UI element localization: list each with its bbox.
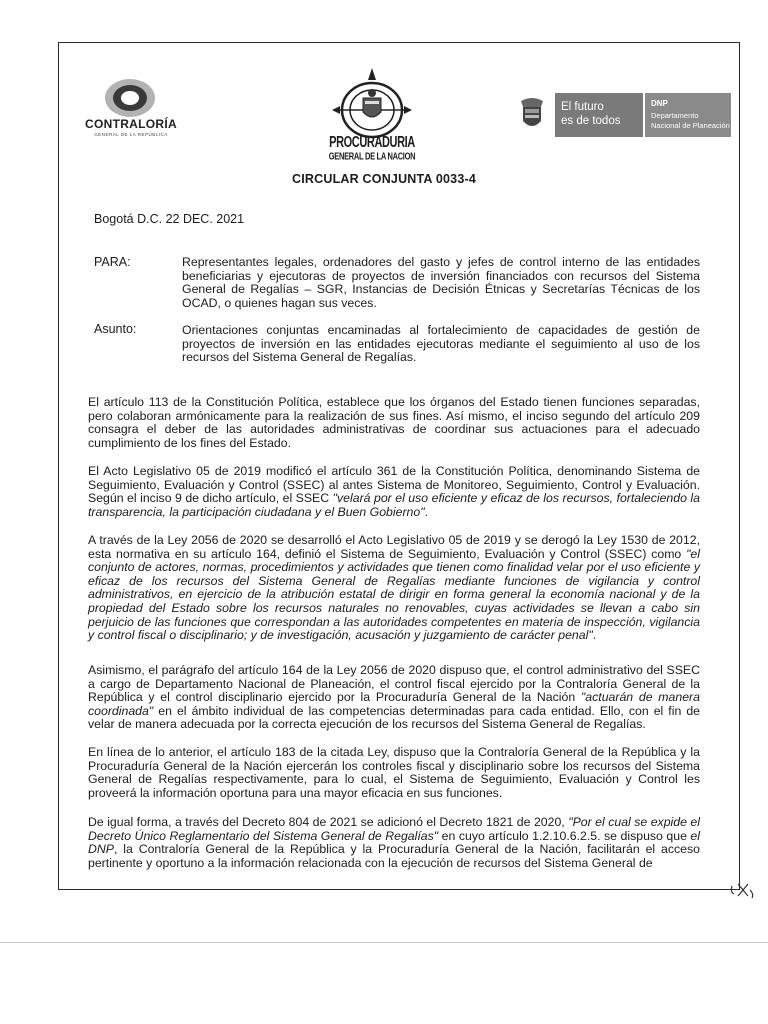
paragraph-2-end: . (424, 504, 429, 519)
dnp-name-line1: Departamento (651, 111, 699, 120)
paragraph-3 (88, 534, 700, 643)
asunto-label: Asunto: (94, 322, 137, 336)
paragraph-2-text: El Acto Legislativo 05 de 2019 modificó el artículo 361 de la Constitución Política, denominando Sistema de Seguimiento, Evaluación y Control (SSEC) al antes Sistema de Monitoreo, Seguimiento, Control y Evaluación. Según el inciso 9 de dicho artículo, el SSEC (88, 464, 700, 506)
dnp-slogan-box (555, 93, 643, 137)
paragraph-6-text: De igual forma, a través del Decreto 804 de 2021 se adicionó el Decreto 1821 de 2020, (88, 815, 569, 829)
procuraduria-subtitle: GENERAL DE LA NACION (328, 150, 416, 163)
paragraph-3-text: A través de la Ley 2056 de 2020 se desarrolló el Acto Legislativo 05 de 2019 y se derogó la Ley 1530 de 2012, esta normativa en su artículo 164, definió el Sistema de Seguimiento, Evaluación y Control (SSEC) como (88, 533, 700, 561)
asunto-text: Orientaciones conjuntas encaminadas al fortalecimiento de capacidades de gestión de proyectos de inversión en las entidades ejecutoras mediante el seguimiento al uso de los recursos del Sistema General de Regalías. (182, 323, 700, 365)
dnp-name-line2: Nacional de Planeación (651, 121, 730, 130)
para-label: PARA: (94, 255, 131, 269)
paragraph-2 (88, 465, 700, 519)
dnp-slogan-line2: es de todos (561, 115, 621, 127)
paragraph-6-mid: en cuyo artículo 1.2.10.6.2.5. se dispuso que (438, 828, 691, 843)
circular-title: CIRCULAR CONJUNTA 0033-4 (292, 172, 476, 186)
paragraph-3-end: . (592, 628, 597, 643)
paragraph-1: El artículo 113 de la Constitución Política, establece que los órganos del Estado tienen funciones separadas, pero colaboran armónicamente para la realización de sus fines. Así mismo, el inciso segundo del artículo 209 consagra el deber de las autoridades administrativas de coordinar sus actuaciones para el adecuado cumplimiento de los fines del Estado. (88, 395, 700, 450)
dnp-acronym: DNP (651, 99, 668, 108)
paragraph-3-quote: "el conjunto de actores, normas, procedimientos y actividades que tienen como finalidad velar por el uso eficiente y eficaz de los recursos del Sistema General de Regalías mediante funciones de vigilancia y control administrativos, en ejercicio de la atribución estatal de dirigir en forma general la economía nacional y de la propiedad del Estado sobre los recursos naturales no renovables, cuyas actividades se llevan a cabo sin perjuicio de las funciones que correspondan a las autoridades competentes en materia de inspección, vigilancia y control fiscal o disciplinario; y de investigación, acusación y juzgamiento de carácter penal" (88, 546, 700, 643)
contraloria-emblem-icon (104, 78, 156, 118)
paragraph-2-quote: "velará por el uso eficiente y eficaz de los recursos, fortaleciendo la transparencia, la participación ciudadana y el Buen Gobierno" (88, 491, 701, 519)
contraloria-subtitle: GENERAL DE LA REPÚBLICA (94, 132, 168, 137)
paragraph-6-quote: "Por el cual se expide el Decreto Único Reglamentario del Sistema General de Regalías" (88, 815, 701, 843)
paragraph-4-end: en el ámbito individual de las competencias determinadas para cada entidad. Ello, con el fin de velar de manera adecuada por la correcta ejecución de los recursos del Sistema General de Regalías. (88, 703, 700, 732)
procuraduria-name: PROCURADURIA (329, 134, 415, 152)
dnp-name-box (645, 93, 731, 137)
paragraph-4-text: Asimismo, el parágrafo del artículo 164 de la Ley 2056 de 2020 dispuso que, el control administrativo del SSEC a cargo de Departamento Nacional de Planeación, el control fiscal ejercido por la Contraloría General de la República y el control disciplinario ejercido por la Procuraduría General de la Nación (88, 663, 700, 705)
scan-edge-line (0, 942, 768, 943)
paragraph-6 (88, 816, 700, 870)
paragraph-4 (88, 664, 700, 732)
contraloria-logo (76, 74, 186, 144)
procuraduria-seal-icon (332, 66, 412, 144)
handwritten-initials-icon (728, 880, 756, 902)
para-recipients: Representantes legales, ordenadores del gasto y jefes de control interno de las entidades beneficiarias y ejecutoras de proyectos de inversión financiados con recursos del Sistema General de Regalías – SGR, Instancias de Decisión Étnicas y Secretarías Técnicas de los OCAD, o quienes hagan sus veces. (182, 255, 700, 310)
contraloria-name: CONTRALORÍA (85, 117, 177, 131)
paragraph-4-quote: "actuarán de manera coordinada" (88, 690, 700, 718)
paragraph-6-dnp: el DNP (88, 828, 700, 857)
document-date: Bogotá D.C. 22 DEC. 2021 (94, 212, 245, 226)
dnp-slogan-line1: El futuro (561, 101, 604, 113)
paragraph-5: En línea de lo anterior, el artículo 183 de la citada Ley, dispuso que la Contraloría General de la República y la Procuraduría General de la Nación ejercerán los controles fiscal y disciplinario sobre los recursos del Sistema General de Regalías respectivamente, para lo cual, el Sistema de Seguimiento, Evaluación y Control les proveerá la información oportuna para una mayor eficacia en sus funciones. (88, 745, 700, 800)
dnp-logo (517, 93, 731, 139)
paragraph-6-end: , la Contraloría General de la República y la Procuraduría General de la Nación, facilitarán el acceso pertinente y oportuno a la información relacionada con la ejecución de recursos del Sistema General de (88, 842, 700, 870)
colombia-shield-icon (517, 95, 547, 133)
procuraduria-logo (322, 64, 422, 168)
